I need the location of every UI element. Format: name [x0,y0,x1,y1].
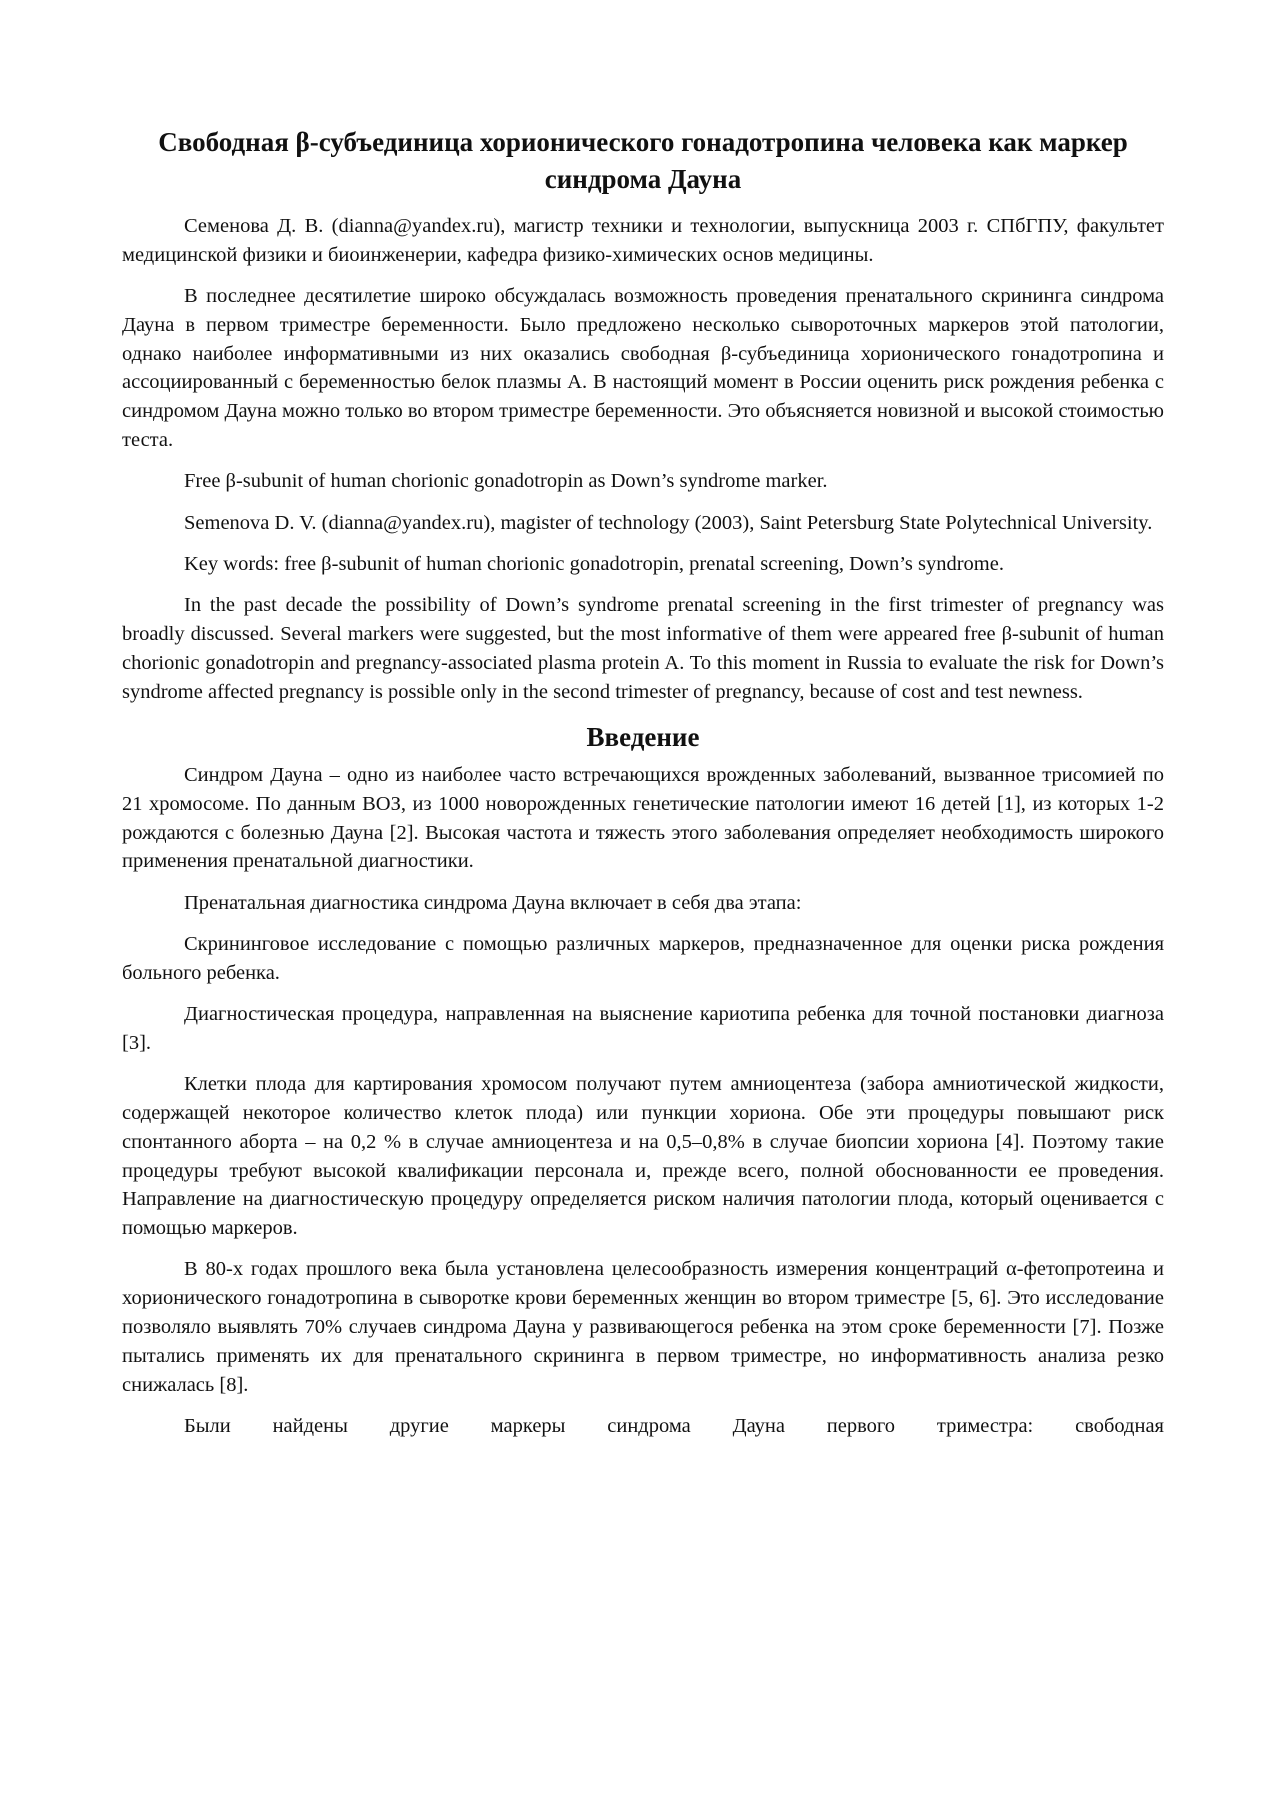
body-paragraph: Были найдены другие маркеры синдрома Дауна первого триместра: свободная [184,1414,1164,1437]
body-paragraph: Синдром Дауна – одно из наиболее часто встречающихся врожденных заболеваний, вызванное трисомией по 21 хромосоме. По данным ВОЗ, из 1000 новорожденных генетические патологии имеют 16 детей [1], из которых 1-2 рождаются с болезнью Дауна [2]. Высокая частота и тяжесть этого заболевания определяет необходимость широкого применения пренатальной диагностики. [122,763,1164,873]
body-paragraph: Пренатальная диагностика синдрома Дауна включает в себя два этапа: [184,891,802,914]
body-paragraph: В 80-х годах прошлого века была установлена целесообразность измерения концентраций α-фетопротеина и хорионического гонадотропина в сыворотке крови беременных женщин во втором триместре [5, 6]. Это исследование позволяло выявлять 70% случаев синдрома Дауна у развивающегося ребенка на этом сроке беременности [7]. Позже пытались применять их для пренатального скрининга в первом триместре, но информативность анализа резко снижалась [8]. [122,1258,1164,1396]
abstract-en: In the past decade the possibility of Down’s syndrome prenatal screening in the first trimester of pregnancy was broadly discussed. Several markers were suggested, but the most informative of them were appeared free β-subunit of human chorionic gonadotropin and pregnancy-associated plasma protein A. To this moment in Russia to evaluate the risk for Down’s syndrome affected pregnancy is possible only in the second trimester of pregnancy, because of cost and test newness. [122,594,1164,703]
document-page [122,124,1164,1441]
body-paragraph: Скрининговое исследование с помощью различных маркеров, предназначенное для оценки риска рождения больного ребенка. [122,932,1164,984]
keywords-en: Key words: free β-subunit of human chorionic gonadotropin, prenatal screening, Down’s syndrome. [184,552,1004,575]
author-info-en: Semenova D. V. (dianna@yandex.ru), magister of technology (2003), Saint Petersburg State Polytechnical University. [184,511,1153,534]
section-heading: Введение [586,721,700,752]
paper-title: Свободная β-субъединица хорионического гонадотропина человека как маркер синдрома Дауна [158,127,1128,194]
body-paragraph: Диагностическая процедура, направленная на выяснение кариотипа ребенка для точной постановки диагноза [3]. [122,1003,1164,1054]
body-paragraph: Клетки плода для картирования хромосом получают путем амниоцентеза (забора амниотической жидкости, содержащей некоторое количество клеток плода) или пункции хориона. Обе эти процедуры повышают риск спонтанного аборта – на 0,2 % в случае амниоцентеза и на 0,5–0,8% в случае биопсии хориона [4]. Поэтому такие процедуры требуют высокой квалификации персонала и, прежде всего, полной обоснованности ее проведения. Направление на диагностическую процедуру определяется риском наличия патологии плода, который оценивается с помощью маркеров. [122,1073,1164,1240]
abstract-ru: В последнее десятилетие широко обсуждалась возможность проведения пренатального скрининга синдрома Дауна в первом триместре беременности. Было предложено несколько сывороточных маркеров этой патологии, однако наиболее информативными из них оказались свободная β-субъединица хорионического гонадотропина и ассоциированный с беременностью белок плазмы А. В настоящий момент в России оценить риск рождения ребенка с синдромом Дауна можно только во втором триместре беременности. Это объясняется новизной и высокой стоимостью теста. [122,285,1164,452]
title-en: Free β-subunit of human chorionic gonadotropin as Down’s syndrome marker. [184,470,828,493]
author-info-ru: Семенова Д. В. (dianna@yandex.ru), магистр техники и технологии, выпускница 2003 г. СПбГПУ, факультет медицинской физики и биоинженерии, кафедра физико-химических основ медицины. [122,215,1164,266]
